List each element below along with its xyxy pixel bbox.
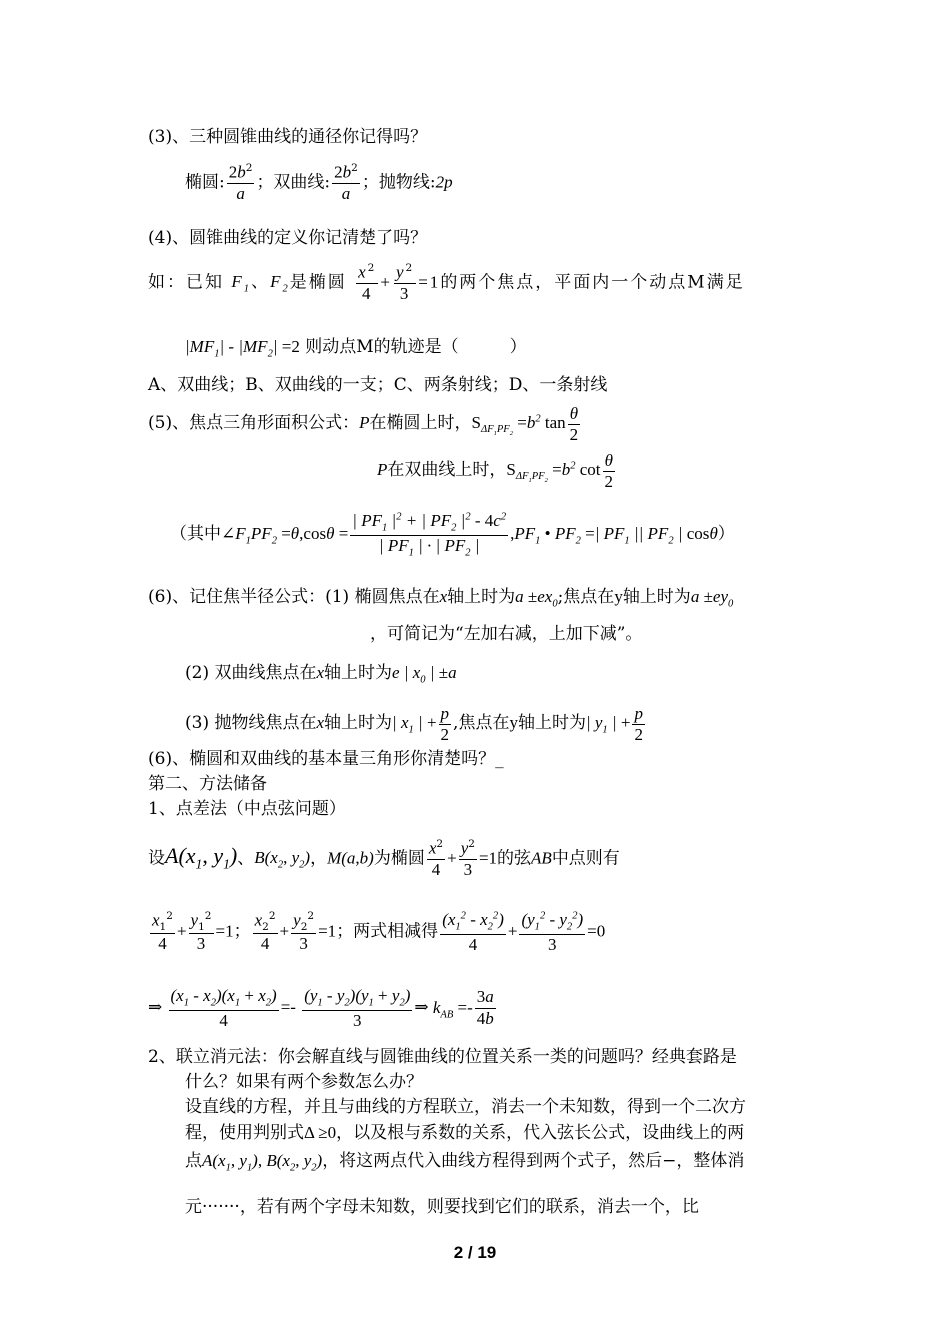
ellipse-eq-y: $\frac{y^2}{3}$ xyxy=(395,262,415,304)
line4-prefix: 程，使用判别式 xyxy=(185,1123,304,1143)
method2-line5 xyxy=(185,1150,744,1175)
method2-line4 xyxy=(185,1122,744,1144)
memo-line: ，可简记为“左加右减，上加下减”。 xyxy=(370,624,643,644)
hyperbola-radius: e | $x_0$ | ±a xyxy=(392,663,457,686)
subtract-label: ；两式相减得 xyxy=(336,921,439,942)
setup-sep1: 、 xyxy=(237,848,255,869)
eq-sep: ； xyxy=(233,921,251,942)
point-b: $B(x_2$, $y_2$) xyxy=(254,848,311,871)
cosine-formula: $\angle F_1PF_2 =\theta,\cos\theta$ = $\frac{| PF_1 |^2 + | PF_2 |^2 - 4c^2}{| PF_1 | \cdot | PF_2 |}$ $,PF_1$ • $PF_2$ =| $PF_1$ || $PF_2$ | cosθ xyxy=(221,511,718,558)
hyperbola-case-label: 在双曲线上时， xyxy=(387,459,507,480)
note-open: （其中 xyxy=(170,523,221,544)
focal-triangle-hyperbola: P在双曲线上时，$S_{\Delta F_1PF_2} =b^2$ cot $\frac{\theta}{2}$ xyxy=(377,451,617,491)
ellipse-area-formula: $S_{\Delta F_1PF_2} =b^2$ tan $\frac{\theta}{2}$ xyxy=(471,404,579,444)
point-a: $A(x_1$, $y_1$) xyxy=(165,843,238,872)
condition-suffix: 则动点M的轨迹是（ ） xyxy=(305,337,527,357)
method2-title: 2、联立消元法：你会解直线与圆锥曲线的位置关系一类的问题吗？经典套路是 xyxy=(148,1047,737,1067)
hyperbola-label: ；双曲线: xyxy=(256,172,331,193)
note-close: ） xyxy=(717,523,735,544)
condition-formula: $|MF_1| - |MF_2| =2$ xyxy=(185,337,300,360)
foci-symbols: $F_1$、$F_2$ xyxy=(231,272,290,295)
hyperbola-latus-formula: $\frac{2b^2}{a}$ xyxy=(334,162,358,204)
setup-tail2: 中点则有 xyxy=(551,848,620,869)
ellipse-eq-x: $\frac{x^2}{4}$ xyxy=(358,262,377,304)
section-5-heading: (5)、焦点三角形面积公式： xyxy=(148,412,360,433)
midpoint-setup: 设$A(x_1$, $y_1$)、$B(x_2$, $y_2$)，M(a,b)为椭圆 $\frac{x^2}{4}$ + $\frac{y^2}{3}$ =1的弦AB中点则有 xyxy=(148,838,620,880)
focal-radius-ellipse: (6)、记住焦半径公式：(1) 椭圆焦点在x轴上时为$a \pm ex_0$;焦点在y轴上时为$a \pm ey_0$ xyxy=(148,587,734,610)
definition-example: 如：已知 $F_1$、$F_2$是椭圆 $\frac{x^2}{4}$ + $\frac{y^2}{3}$ =1的两个焦点，平面内一个动点M满足 xyxy=(148,262,745,304)
line5-suffix: ，将这两点代入曲线方程得到两个式子，然后−，整体消 xyxy=(322,1151,745,1171)
setup-tail: 的弦 xyxy=(497,848,532,869)
axis-x-label: 轴上时为 xyxy=(447,587,516,607)
setup-prefix: 设 xyxy=(148,848,165,869)
parabola-y-radius: | $y_1$ | + $\frac{p}{2}$ xyxy=(585,704,643,744)
line5-prefix: 点 xyxy=(185,1151,202,1171)
axis-y-label-2: 轴上时为 xyxy=(517,712,586,733)
part2-heading: 第二、方法储备 xyxy=(148,774,267,794)
ellipse-case-label: 在椭圆上时， xyxy=(369,412,472,433)
parabola-latus-formula: 2p xyxy=(435,172,453,192)
section-6-heading: (6)、记住焦半径公式：(1) 椭圆焦点在 xyxy=(148,587,440,607)
focal-angle-note xyxy=(170,511,735,559)
axis-y-label: 轴上时为 xyxy=(622,587,691,607)
axis-x-label-2: 轴上时为 xyxy=(324,663,393,683)
parabola-label: ；抛物线: xyxy=(361,172,436,193)
example-suffix: 的两个焦点，平面内一个动点M满足 xyxy=(440,272,745,293)
section-6b-heading: (6)、椭圆和双曲线的基本量三角形你清楚吗？_ xyxy=(148,749,504,769)
parabola-x-radius: | $x_1$ | + $\frac{p}{2}$ xyxy=(392,704,450,744)
answer-options: A、双曲线；B、双曲线的一支；C、两条射线；D、一条射线 xyxy=(148,375,608,395)
setup-for: 为椭圆 xyxy=(373,848,425,869)
section-3-heading: (3)、三种圆锥曲线的通径你记得吗？ xyxy=(148,127,428,147)
example-mid: 是椭圆 xyxy=(289,272,347,293)
ellipse-latus-formula: $\frac{2b^2}{a}$ xyxy=(228,162,253,204)
focal-triangle-ellipse: (5)、焦点三角形面积公式：P在椭圆上时，$S_{\Delta F_1PF_2} =b^2$ tan $\frac{\theta}{2}$ xyxy=(148,404,582,444)
hyperbola-prefix: (2) 双曲线焦点在 xyxy=(185,663,317,683)
point-m: M(a,b) xyxy=(327,848,374,868)
setup-sep2: ， xyxy=(310,848,328,869)
semicolon-label: ;焦点在 xyxy=(557,587,615,607)
method2-line3: 设直线的方程，并且与曲线的方程联立，消去一个未知数，得到一个二次方 xyxy=(185,1097,746,1117)
example-prefix: 如：已知 xyxy=(148,272,224,293)
ellipse-x-radius: $a \pm ex_0$ xyxy=(515,587,558,610)
section-4-heading: (4)、圆锥曲线的定义你记清楚了吗？ xyxy=(148,228,428,248)
method1-title: 1、点差法（中点弦问题） xyxy=(148,799,346,819)
discriminant: Δ ≥0 xyxy=(304,1123,337,1142)
method2-line6: 元·······，若有两个字母未知数，则要找到它们的联系，消去一个，比 xyxy=(185,1197,699,1217)
hyperbola-area-formula: $S_{\Delta F_1PF_2} =b^2$ cot $\frac{\theta}{2}$ xyxy=(506,451,614,491)
axis-x-label-3: 轴上时为 xyxy=(324,712,393,733)
page-number: 2 / 19 xyxy=(453,1243,497,1262)
ellipse-label: 椭圆: xyxy=(185,172,225,193)
midpoint-equations: $\frac{x_1^2}{4}$ + $\frac{y_1^2}{3}$ =1； $\frac{x_2^2}{4}$ + $\frac{y_2^2}{3}$ =1；两式相减得 $\frac{(x_1^2 - x_2^2)}{4}$ + $\frac{(y_1^2 - y_2^2)}{3}$ =0 xyxy=(152,910,606,954)
focal-radius-parabola: (3) 抛物线焦点在x轴上时为| $x_1$ | + $\frac{p}{2}$ ,焦点在y轴上时为| $y_1$ | + $\frac{p}{2}$ xyxy=(185,704,647,744)
slope-derivation: ⇒ $\frac{(x_1 - x_2)(x_1 + x_2)}{4}$ =- $\frac{(y_1 - y_2)(y_1 + y_2)}{3}$ ⇒ $k_{AB}$ =- $\frac{3a}{4b}$ xyxy=(148,986,494,1030)
line4-suffix: ，以及根与系数的关系，代入弦长公式，设曲线上的两 xyxy=(336,1123,745,1143)
method2-line2: 什么？如果有两个参数怎么办？ xyxy=(185,1072,423,1092)
focal-radius-hyperbola: (2) 双曲线焦点在x轴上时为e | $x_0$ | ±a xyxy=(185,663,457,686)
latus-rectum-line xyxy=(185,162,453,204)
moving-point-condition xyxy=(185,336,527,361)
ellipse-y-radius: $a \pm ey_0$ xyxy=(690,587,734,610)
parabola-comma: ,焦点在 xyxy=(453,712,510,733)
two-points: $A(x_1$, $y_1$), $B(x_2$, $y_2$) xyxy=(202,1151,323,1174)
parabola-prefix: (3) 抛物线焦点在 xyxy=(185,712,317,733)
